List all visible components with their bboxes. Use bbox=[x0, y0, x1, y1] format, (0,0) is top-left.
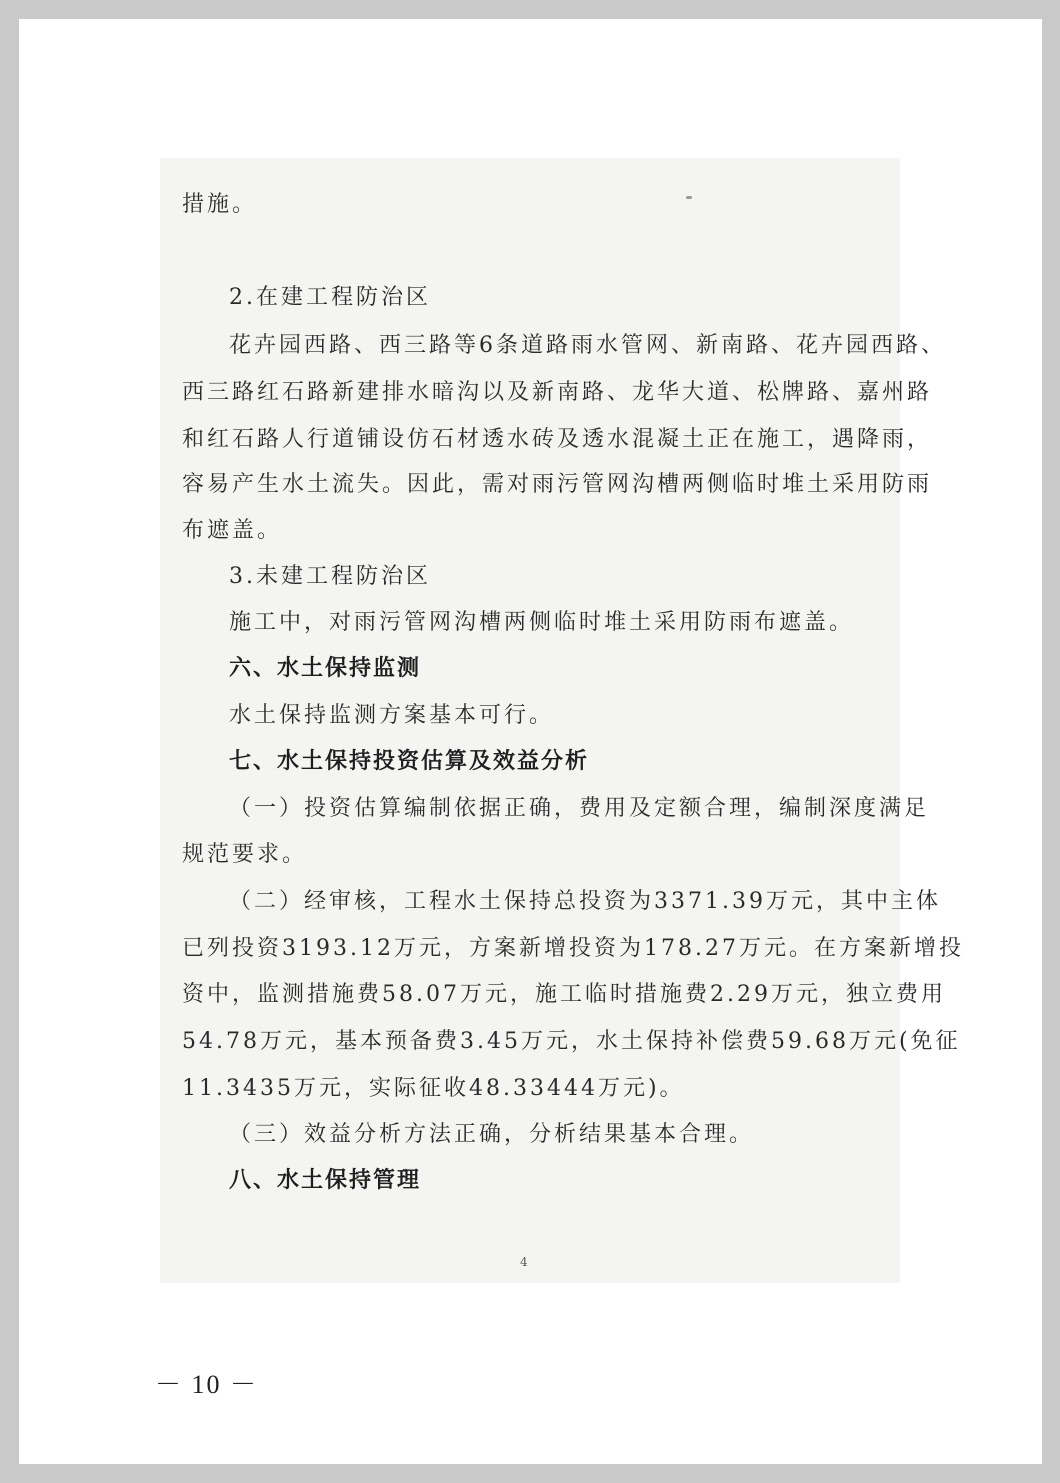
section-heading-8: 八、水土保持管理 bbox=[229, 1168, 422, 1193]
text-line: 布遮盖。 bbox=[182, 518, 283, 543]
text-line: 容易产生水土流失。因此，需对雨污管网沟槽两侧临时堆土采用防雨 bbox=[182, 472, 933, 497]
text-line: 规范要求。 bbox=[182, 842, 308, 867]
footer-page-number: － 10 － bbox=[155, 1370, 259, 1399]
text-line: 花卉园西路、西三路等6条道路雨水管网、新南路、花卉园西路、 bbox=[229, 333, 946, 358]
scan-speck bbox=[686, 196, 692, 199]
text-line: 西三路红石路新建排水暗沟以及新南路、龙华大道、松牌路、嘉州路 bbox=[182, 380, 933, 405]
text-line: 和红石路人行道铺设仿石材透水砖及透水混凝土正在施工，遇降雨， bbox=[182, 427, 933, 452]
text-line: 施工中，对雨污管网沟槽两侧临时堆土采用防雨布遮盖。 bbox=[229, 610, 855, 635]
inner-page-number: 4 bbox=[520, 1255, 528, 1269]
text-line: 54.78万元，基本预备费3.45万元，水土保持补偿费59.68万元(免征 bbox=[182, 1029, 961, 1054]
section-heading-7: 七、水土保持投资估算及效益分析 bbox=[229, 749, 590, 774]
text-line: 措施。 bbox=[182, 192, 258, 217]
text-line: （二）经审核，工程水土保持总投资为3371.39万元，其中主体 bbox=[229, 889, 941, 914]
text-line: 资中，监测措施费58.07万元，施工临时措施费2.29万元，独立费用 bbox=[182, 982, 946, 1007]
subheading-3: 3.未建工程防治区 bbox=[229, 564, 431, 589]
text-line: （一）投资估算编制依据正确，费用及定额合理，编制深度满足 bbox=[229, 796, 930, 821]
text-line: 水土保持监测方案基本可行。 bbox=[229, 703, 555, 728]
text-line: 11.3435万元，实际征收48.33444万元)。 bbox=[182, 1076, 685, 1101]
text-line: （三）效益分析方法正确，分析结果基本合理。 bbox=[229, 1122, 755, 1147]
section-heading-6: 六、水土保持监测 bbox=[229, 656, 422, 681]
subheading-2: 2.在建工程防治区 bbox=[229, 285, 431, 310]
text-line: 已列投资3193.12万元，方案新增投资为178.27万元。在方案新增投 bbox=[182, 936, 964, 961]
